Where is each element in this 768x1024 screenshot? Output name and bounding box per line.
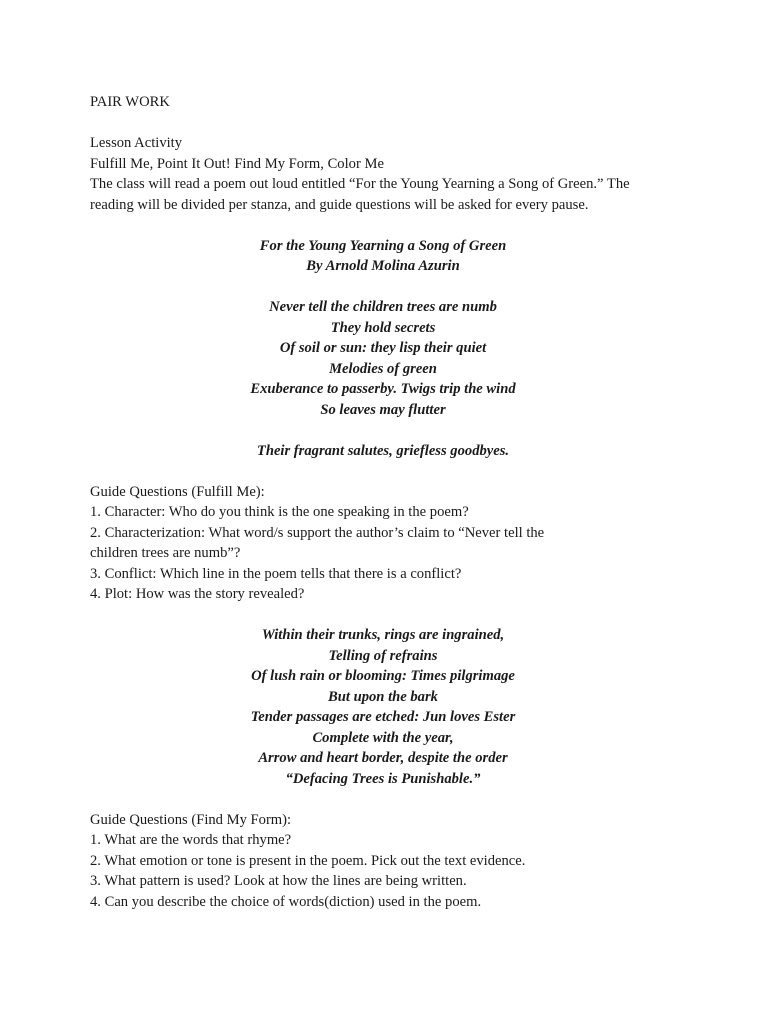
poem-line: Melodies of green — [329, 360, 437, 377]
poem-line: Within their trunks, rings are ingrained, — [261, 627, 505, 643]
spacer — [90, 605, 680, 626]
document-page — [90, 92, 680, 912]
poem-author: By Arnold Molina Azurin — [306, 258, 460, 274]
lesson-label: Lesson Activity — [90, 135, 183, 151]
poem-header — [90, 236, 676, 277]
poem-line: Complete with the year, — [312, 729, 454, 746]
poem-line: But upon the bark — [328, 688, 438, 705]
poem-line: “Defacing Trees is Punishable.” — [285, 770, 481, 787]
guide-question: 1. Character: Who do you think is the one speaking in the poem? — [90, 504, 469, 520]
guide-question: 4. Plot: How was the story revealed? — [90, 586, 305, 602]
spacer — [90, 113, 680, 134]
poem-line: Their fragrant salutes, griefless goodbyes. — [256, 442, 510, 459]
spacer — [90, 789, 680, 810]
poem-stanza-2 — [90, 625, 676, 789]
poem-line: Tender passages are etched: Jun loves Ester — [250, 709, 516, 725]
spacer — [90, 461, 680, 482]
lesson-activities: Fulfill Me, Point It Out! Find My Form, Color Me — [90, 155, 384, 172]
guide-question: children trees are numb”? — [90, 545, 241, 561]
guide-question: 2. What emotion or tone is present in the poem. Pick out the text evidence. — [90, 852, 526, 869]
poem-line: Telling of refrains — [328, 647, 438, 664]
guide-question: 1. What are the words that rhyme? — [90, 832, 292, 848]
poem-line: Arrow and heart border, despite the order — [258, 750, 508, 766]
guide-questions-heading: Guide Questions (Find My Form): — [90, 811, 292, 828]
guide-question: 4. Can you describe the choice of words(diction) used in the poem. — [90, 893, 482, 910]
poem-title: For the Young Yearning a Song of Green — [259, 237, 507, 254]
poem-stanza-1-closing — [90, 441, 676, 462]
poem-line: Of lush rain or blooming: Times pilgrimage — [251, 668, 515, 684]
poem-line: Exuberance to passerby. Twigs trip the wind — [250, 381, 516, 397]
spacer — [90, 215, 680, 236]
guide-questions-heading: Guide Questions (Fulfill Me): — [90, 483, 265, 500]
poem-line: So leaves may flutter — [320, 401, 446, 418]
poem-stanza-1 — [90, 297, 676, 420]
lesson-intro: The class will read a poem out loud entitled “For the Young Yearning a Song of Green.” The reading will be divided per stanza, and guide questions will be asked for every pause. — [90, 176, 630, 213]
guide-question: 3. What pattern is used? Look at how the lines are being written. — [90, 873, 467, 889]
page-heading: PAIR WORK — [90, 94, 170, 110]
poem-line: They hold secrets — [330, 319, 436, 336]
spacer — [90, 420, 680, 441]
spacer — [90, 277, 680, 298]
guide-question: 2. Characterization: What word/s support the author’s claim to “Never tell the — [90, 524, 545, 541]
poem-line: Of soil or sun: they lisp their quiet — [279, 340, 487, 356]
poem-line: Never tell the children trees are numb — [269, 299, 497, 315]
guide-question: 3. Conflict: Which line in the poem tells that there is a conflict? — [90, 565, 462, 582]
